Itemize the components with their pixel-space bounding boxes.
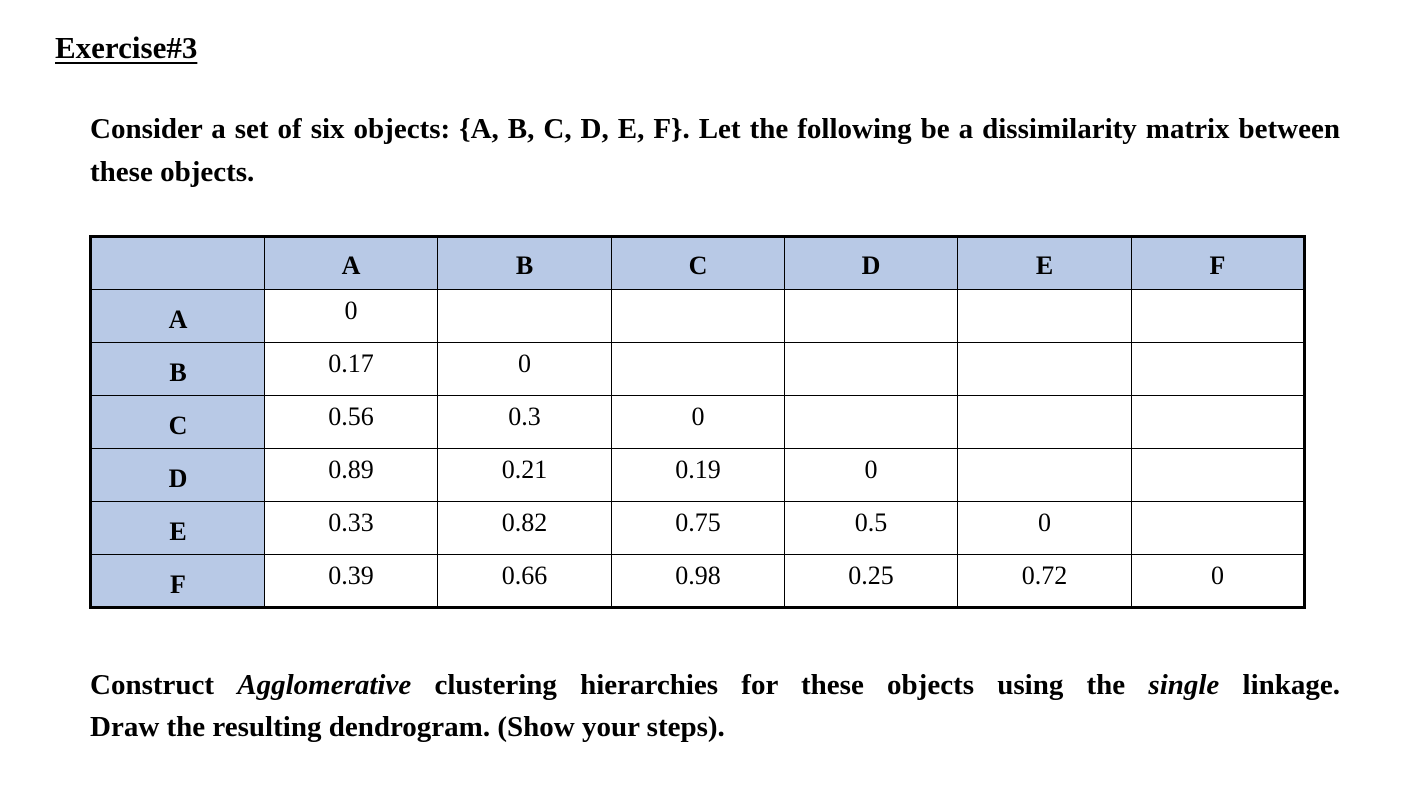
matrix-row-c	[91, 396, 1305, 449]
cell-a-a: 0	[265, 290, 438, 343]
cell-e-f	[1132, 502, 1305, 555]
column-header-e: E	[958, 237, 1132, 290]
cell-f-e: 0.72	[958, 555, 1132, 608]
cell-d-e	[958, 449, 1132, 502]
cell-f-f: 0	[1132, 555, 1305, 608]
matrix-row-a	[91, 290, 1305, 343]
cell-f-d: 0.25	[785, 555, 958, 608]
task-line-1	[90, 664, 1340, 706]
column-header-a: A	[265, 237, 438, 290]
task-line-2: Draw the resulting dendrogram. (Show your steps).	[90, 711, 725, 743]
exercise-heading: Exercise#3	[55, 30, 198, 65]
matrix-row-d	[91, 449, 1305, 502]
cell-b-a: 0.17	[265, 343, 438, 396]
cell-d-a: 0.89	[265, 449, 438, 502]
matrix-row-f	[91, 555, 1305, 608]
cell-d-f	[1132, 449, 1305, 502]
row-header-a: A	[91, 290, 265, 343]
cell-e-c: 0.75	[612, 502, 785, 555]
task-emphasis-agglomerative: Agglomerative	[237, 669, 412, 701]
cell-c-b: 0.3	[438, 396, 612, 449]
cell-b-d	[785, 343, 958, 396]
cell-e-b: 0.82	[438, 502, 612, 555]
task-text-part-1: Construct	[90, 669, 238, 701]
row-header-d: D	[91, 449, 265, 502]
cell-e-a: 0.33	[265, 502, 438, 555]
cell-c-a: 0.56	[265, 396, 438, 449]
task-text-part-2: clustering hierarchies for these objects using the	[411, 669, 1149, 701]
cell-c-c: 0	[612, 396, 785, 449]
cell-a-b	[438, 290, 612, 343]
column-header-d: D	[785, 237, 958, 290]
cell-c-d	[785, 396, 958, 449]
column-header-b: B	[438, 237, 612, 290]
matrix-corner-cell	[91, 237, 265, 290]
cell-f-c: 0.98	[612, 555, 785, 608]
matrix-row-b	[91, 343, 1305, 396]
cell-b-e	[958, 343, 1132, 396]
cell-e-d: 0.5	[785, 502, 958, 555]
row-header-f: F	[91, 555, 265, 608]
dissimilarity-matrix	[89, 235, 1306, 609]
cell-b-b: 0	[438, 343, 612, 396]
cell-a-c	[612, 290, 785, 343]
cell-d-b: 0.21	[438, 449, 612, 502]
cell-b-c	[612, 343, 785, 396]
column-header-f: F	[1132, 237, 1305, 290]
row-header-b: B	[91, 343, 265, 396]
cell-f-b: 0.66	[438, 555, 612, 608]
task-emphasis-single: single	[1148, 669, 1220, 701]
matrix-row-e	[91, 502, 1305, 555]
cell-d-c: 0.19	[612, 449, 785, 502]
cell-d-d: 0	[785, 449, 958, 502]
cell-c-e	[958, 396, 1132, 449]
cell-c-f	[1132, 396, 1305, 449]
column-header-c: C	[612, 237, 785, 290]
matrix-header-row	[91, 237, 1305, 290]
cell-a-f	[1132, 290, 1305, 343]
cell-b-f	[1132, 343, 1305, 396]
cell-e-e: 0	[958, 502, 1132, 555]
cell-a-e	[958, 290, 1132, 343]
cell-f-a: 0.39	[265, 555, 438, 608]
intro-paragraph: Consider a set of six objects: {A, B, C, D, E, F}. Let the following be a dissimilarity matrix between these objects.	[90, 113, 1340, 188]
task-instructions	[90, 664, 1340, 748]
row-header-c: C	[91, 396, 265, 449]
task-text-part-3: linkage.	[1219, 669, 1341, 701]
cell-a-d	[785, 290, 958, 343]
row-header-e: E	[91, 502, 265, 555]
